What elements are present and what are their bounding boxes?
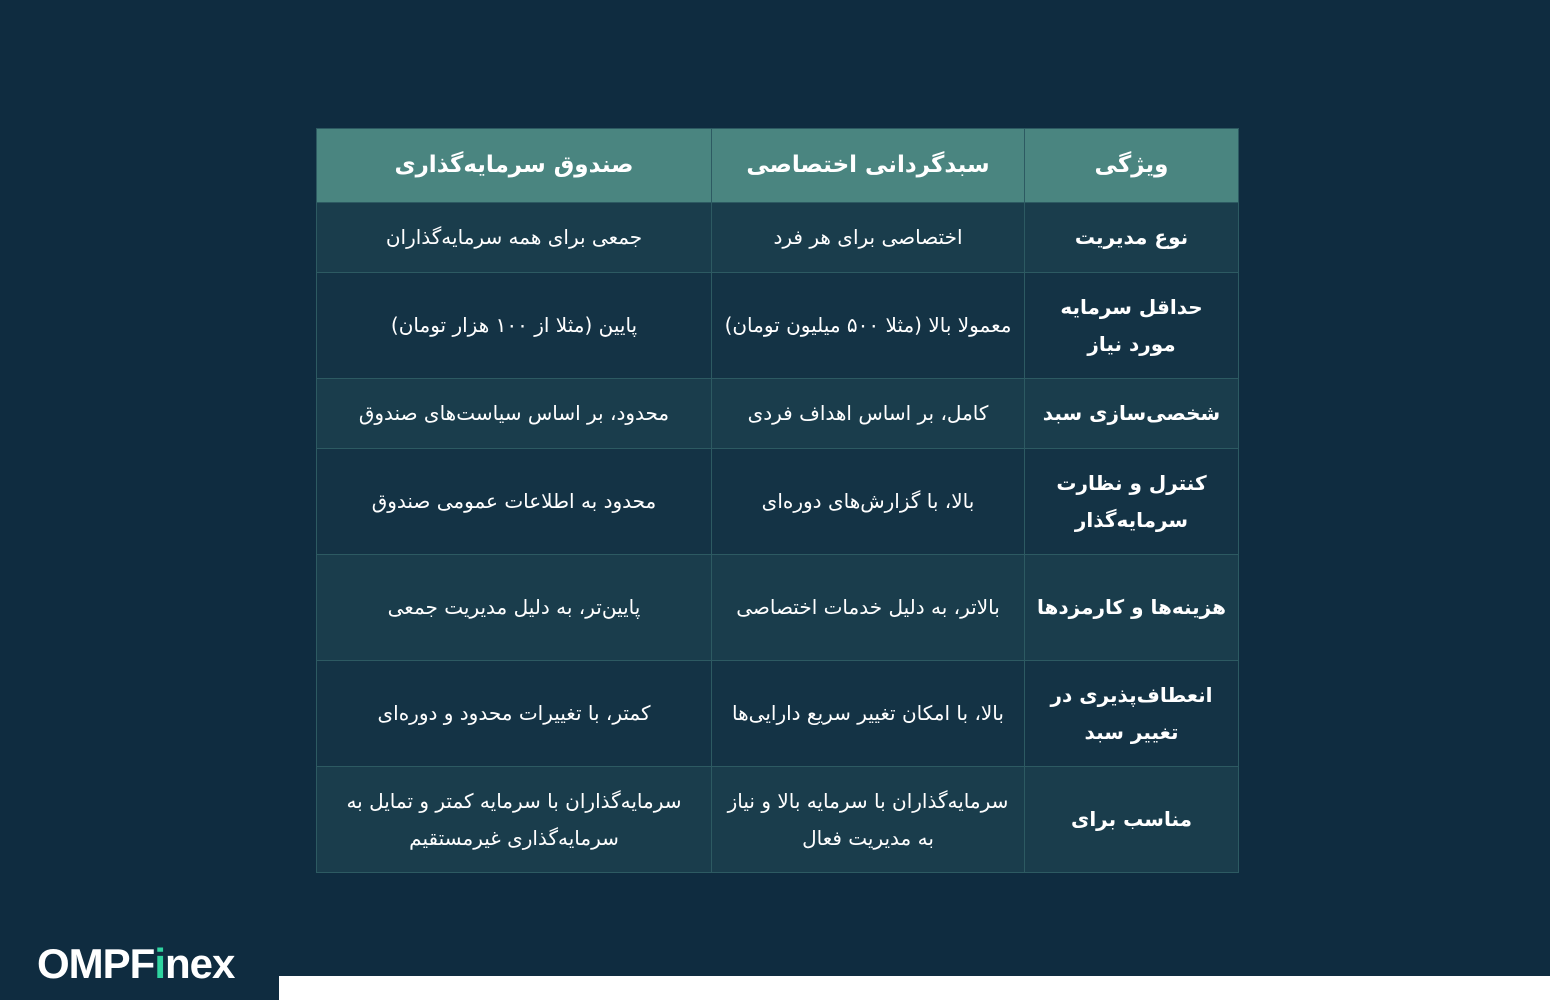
investment-fund-cell: پایین (مثلا از ۱۰۰ هزار تومان) [317, 273, 712, 379]
table-row [317, 273, 1239, 379]
investment-fund-cell: پایین‌تر، به دلیل مدیریت جمعی [317, 555, 712, 661]
investment-fund-cell: جمعی برای همه سرمایه‌گذاران [317, 203, 712, 273]
comparison-table [316, 128, 1239, 873]
logo-text-part1: OMPF [37, 940, 155, 987]
table-row [317, 379, 1239, 449]
logo-text-part3: nex [165, 940, 235, 987]
brand-logo [37, 942, 234, 986]
table-row [317, 555, 1239, 661]
table-row [317, 203, 1239, 273]
feature-cell: حداقل سرمایه مورد نیاز [1025, 273, 1239, 379]
private-portfolio-cell: اختصاصی برای هر فرد [712, 203, 1025, 273]
feature-cell: انعطاف‌پذیری در تغییر سبد [1025, 661, 1239, 767]
feature-cell: نوع مدیریت [1025, 203, 1239, 273]
private-portfolio-cell: بالا، با گزارش‌های دوره‌ای [712, 449, 1025, 555]
investment-fund-cell: محدود به اطلاعات عمومی صندوق [317, 449, 712, 555]
investment-fund-cell: سرمایه‌گذاران با سرمایه کمتر و تمایل به سرمایه‌گذاری غیرمستقیم [317, 767, 712, 873]
private-portfolio-cell: سرمایه‌گذاران با سرمایه بالا و نیاز به مدیریت فعال [712, 767, 1025, 873]
header-private-portfolio: سبدگردانی اختصاصی [712, 129, 1025, 203]
table-row [317, 449, 1239, 555]
table-row [317, 661, 1239, 767]
footer-strip [279, 976, 1550, 1000]
header-investment-fund: صندوق سرمایه‌گذاری [317, 129, 712, 203]
feature-cell: هزینه‌ها و کارمزدها [1025, 555, 1239, 661]
feature-cell: شخصی‌سازی سبد [1025, 379, 1239, 449]
private-portfolio-cell: بالا، با امکان تغییر سریع دارایی‌ها [712, 661, 1025, 767]
feature-cell: کنترل و نظارت سرمایه‌گذار [1025, 449, 1239, 555]
table-header-row [317, 129, 1239, 203]
private-portfolio-cell: کامل، بر اساس اهداف فردی [712, 379, 1025, 449]
table-row [317, 767, 1239, 873]
investment-fund-cell: کمتر، با تغییرات محدود و دوره‌ای [317, 661, 712, 767]
feature-cell: مناسب برای [1025, 767, 1239, 873]
header-feature: ویژگی [1025, 129, 1239, 203]
private-portfolio-cell: معمولا بالا (مثلا ۵۰۰ میلیون تومان) [712, 273, 1025, 379]
logo-text-accent: i [154, 940, 165, 987]
private-portfolio-cell: بالاتر، به دلیل خدمات اختصاصی [712, 555, 1025, 661]
investment-fund-cell: محدود، بر اساس سیاست‌های صندوق [317, 379, 712, 449]
comparison-table-container [316, 128, 1238, 873]
